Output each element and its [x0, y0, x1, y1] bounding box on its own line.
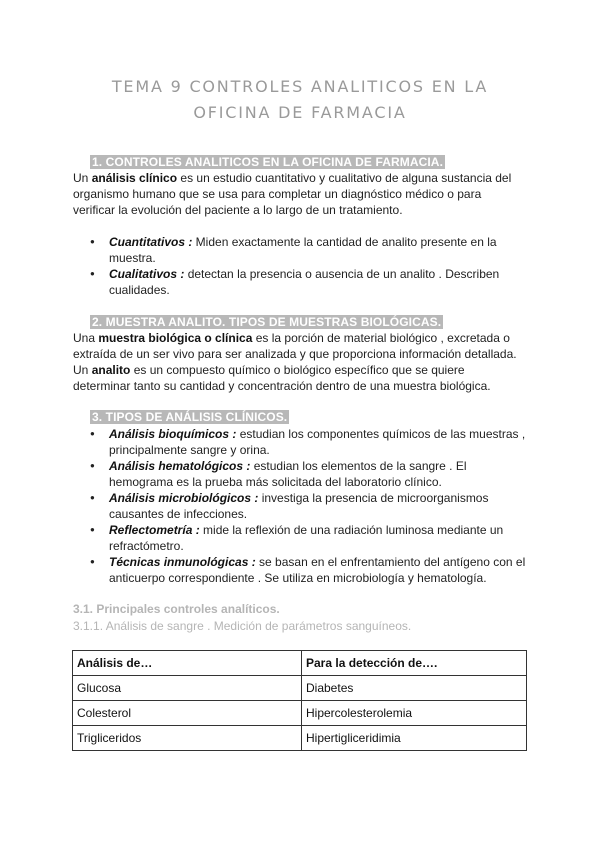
- section-2-heading: 2. MUESTRA ANALITO. TIPOS DE MUESTRAS BIOLÓGICAS.: [92, 315, 442, 329]
- table-row: [73, 676, 527, 701]
- table-cell: Hipercolesterolemia: [302, 701, 527, 726]
- para-text: es un estudio cuantitativo y cualitativo de alguna sustancia del organismo humano que se usa para completar un diagnóstico médico o para verificar la evolución del paciente a lo largo de un tratamiento.: [73, 171, 512, 217]
- list-item-term: Cualitativos :: [109, 267, 185, 281]
- section-1-heading: 1. CONTROLES ANALITICOS EN LA OFICINA DE FARMACIA.: [92, 155, 444, 169]
- table-cell: Diabetes: [302, 676, 527, 701]
- list-item-text: investiga la presencia de microorganismos causantes de infecciones.: [109, 491, 489, 521]
- section-1-list: [73, 234, 528, 298]
- list-item-term: Reflectometría :: [109, 523, 200, 537]
- list-item-term: Análisis bioquímicos :: [109, 427, 237, 441]
- table-header-cell: Análisis de…: [73, 651, 302, 676]
- subsection-heading: 3.1. Principales controles analíticos.: [73, 602, 280, 616]
- list-item-text: estudian los elementos de la sangre . El hemograma es la prueba más solicitada del laboratorio clínico.: [109, 459, 467, 489]
- table-cell: Glucosa: [73, 676, 302, 701]
- section-1-paragraph: [73, 170, 523, 218]
- table-cell: Colesterol: [73, 701, 302, 726]
- section-3-heading: 3. TIPOS DE ANÁLISIS CLÍNICOS.: [92, 410, 288, 424]
- para-text: Un: [73, 171, 92, 185]
- analysis-table: [72, 650, 527, 751]
- para-text: es la porción de material biológico , excretada o extraída de un ser vivo para ser analizada y que proporciona información detallada.: [73, 331, 517, 361]
- list-item-text: estudian los componentes químicos de las muestras , principalmente sangre y orina.: [109, 427, 526, 457]
- list-item: [73, 234, 528, 266]
- para-text: Un: [73, 363, 92, 377]
- list-item: [73, 522, 528, 554]
- list-item-text: se basan en el enfrentamiento del antígeno con el anticuerpo correspondiente . Se utiliza en microbiología y hematología.: [109, 555, 526, 585]
- para-text: es un compuesto químico o biológico específico que se quiere determinar tanto su cantidad y concentración dentro de una muestra biológica.: [73, 363, 491, 393]
- section-2-paragraph-2: [73, 362, 523, 394]
- section-3-list: [73, 426, 528, 586]
- table-row: [73, 701, 527, 726]
- list-item: [73, 458, 528, 490]
- para-bold-term: muestra biológica o clínica: [98, 331, 253, 345]
- list-item: [73, 426, 528, 458]
- list-item: [73, 554, 528, 586]
- list-item-text: mide la reflexión de una radiación luminosa mediante un refractómetro.: [109, 523, 504, 553]
- list-item-text: Miden exactamente la cantidad de analito presente en la muestra.: [109, 235, 497, 265]
- table-header-row: [73, 651, 527, 676]
- table-header-cell: Para la detección de….: [302, 651, 527, 676]
- list-item: [73, 266, 528, 298]
- list-item-term: Cuantitativos :: [109, 235, 193, 249]
- list-item: [73, 490, 528, 522]
- para-bold-term: análisis clínico: [91, 171, 178, 185]
- table-cell: Hipertigliceridimia: [302, 726, 527, 751]
- list-item-term: Análisis microbiológicos :: [109, 491, 259, 505]
- list-item-term: Análisis hematológicos :: [109, 459, 251, 473]
- list-item-text: detectan la presencia o ausencia de un analito . Describen cualidades.: [109, 267, 500, 297]
- title-line-1: TEMA 9 CONTROLES ANALITICOS EN LA: [111, 77, 489, 96]
- section-2-paragraph-1: [73, 330, 523, 362]
- title-line-2: OFICINA DE FARMACIA: [193, 103, 407, 122]
- table-cell: Trigliceridos: [73, 726, 302, 751]
- para-bold-term: analito: [91, 363, 131, 377]
- page-title: [0, 74, 600, 126]
- para-text: Una: [73, 331, 99, 345]
- table-row: [73, 726, 527, 751]
- subsubsection-heading: 3.1.1. Análisis de sangre . Medición de parámetros sanguíneos.: [73, 619, 412, 633]
- list-item-term: Técnicas inmunológicas :: [109, 555, 256, 569]
